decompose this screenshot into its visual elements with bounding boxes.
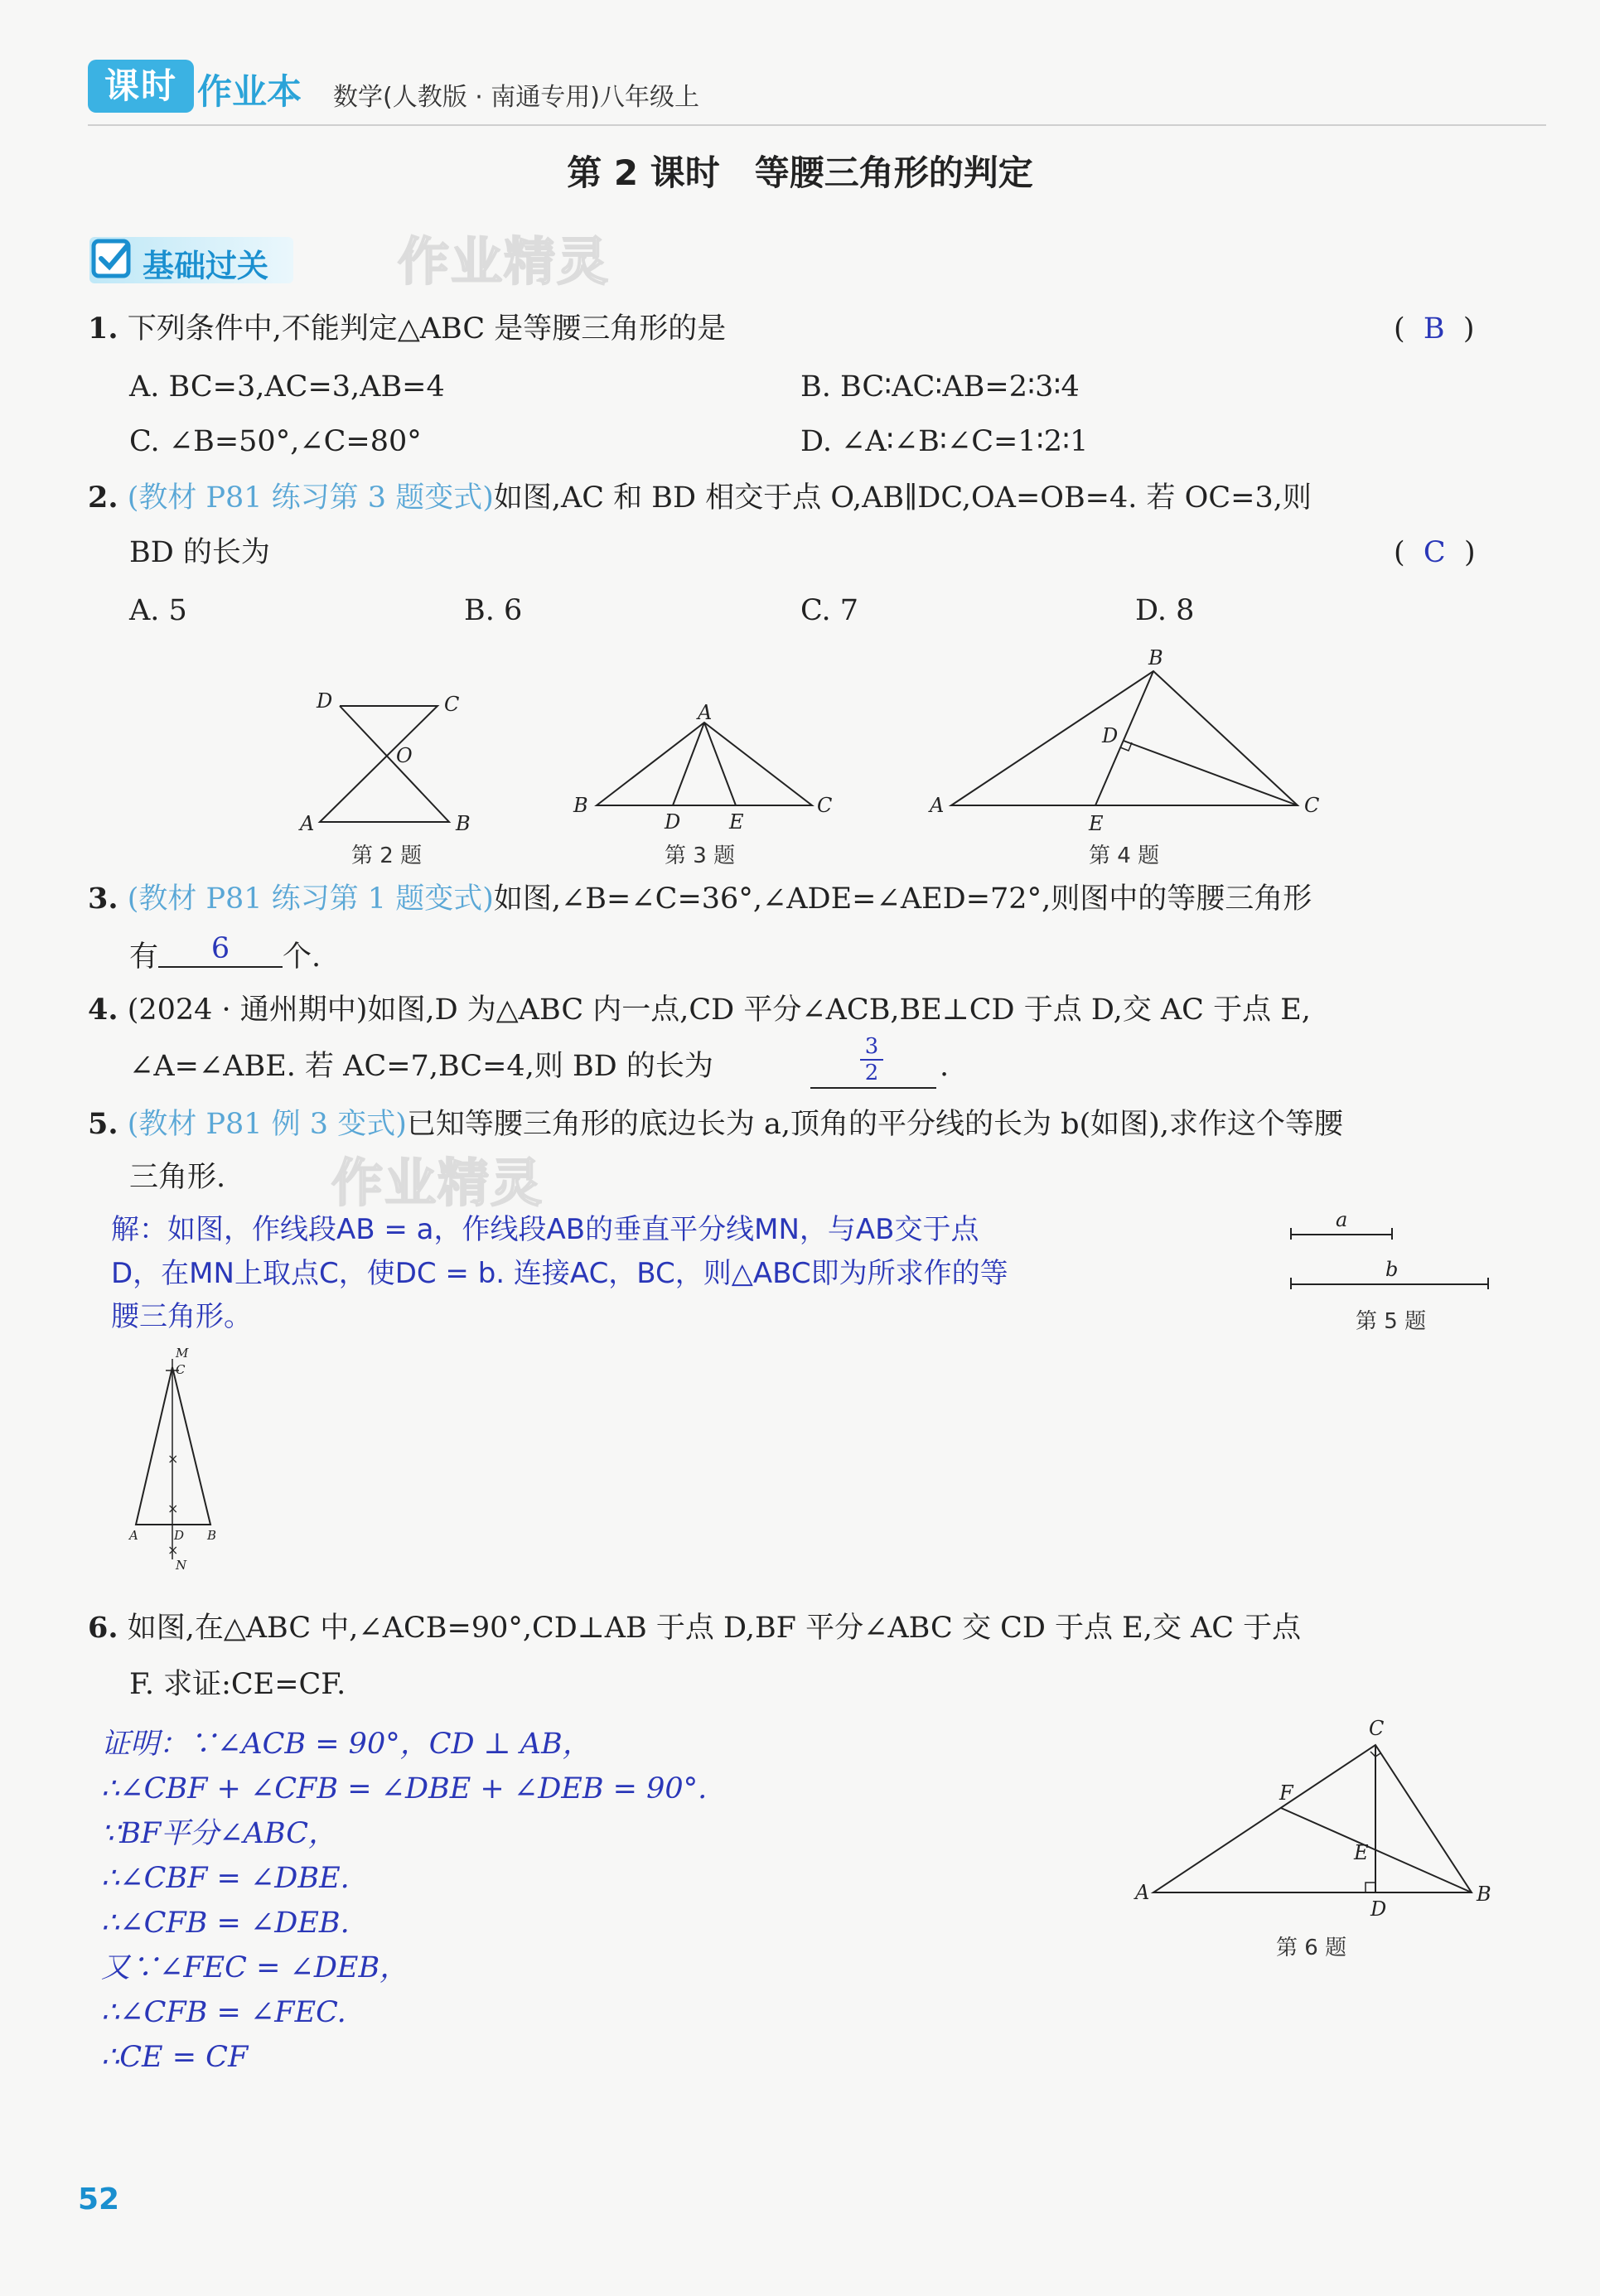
fig2-lines [320, 706, 449, 822]
fig2-label-c: C [444, 693, 460, 716]
q5-stem2: 三角形. [129, 1161, 226, 1194]
q3-stem1: 如图,∠B=∠C=36°,∠ADE=∠AED=72°,则图中的等腰三角形 [493, 882, 1312, 916]
q2-answer: C [1423, 536, 1446, 569]
q2-answer-bracket: ( C ) [1394, 536, 1476, 569]
book-subtitle: 数学(人教版 · 南通专用)八年级上 [333, 83, 700, 112]
fig6-label-f: F [1279, 1781, 1293, 1805]
fig2-label-o: O [396, 744, 413, 767]
q6-stem2: F. 求证:CE=CF. [129, 1668, 346, 1701]
q5-stem1: 已知等腰三角形的底边长为 a,顶角的平分线的长为 b(如图),求作这个等腰 [406, 1108, 1343, 1141]
q2-stem2: BD 的长为 [129, 536, 270, 569]
section-label: 基础过关 [143, 248, 269, 284]
page-title: 第 2 课时 等腰三角形的判定 [567, 152, 1033, 193]
q3-number: 3. [88, 882, 118, 916]
watermark: 作业精灵 [398, 231, 611, 292]
fig4-seg-cd [1124, 741, 1298, 805]
q4-stem1: 如图,D 为△ABC 内一点,CD 平分∠ACB,BE⊥CD 于点 D,交 AC 于点 E, [367, 993, 1311, 1027]
q1-option-d: D. ∠A∶∠B∶∠C=1∶2∶1 [800, 425, 1089, 458]
page-number: 52 [78, 2182, 120, 2216]
fig6-label-a: A [1135, 1881, 1150, 1904]
fig3-label-a: A [698, 701, 713, 724]
fig4-label-e: E [1089, 812, 1104, 835]
q2-option-d: D. 8 [1135, 594, 1195, 627]
q6-proof-line: ∵BF平分∠ABC， [101, 1817, 338, 1850]
fig3-triangle [597, 723, 812, 805]
q6-line1 [88, 1611, 1301, 1646]
q1-answer-bracket: ( B ) [1394, 312, 1475, 346]
fig6-label-b: B [1477, 1883, 1491, 1906]
q2-number: 2. [88, 481, 118, 515]
q4-source: (2024 · 通州期中) [127, 993, 368, 1027]
q3-pre: 有 [129, 940, 159, 974]
q2-source: (教材 P81 练习第 3 题变式) [127, 481, 494, 515]
q1-option-b: B. BC∶AC∶AB=2∶3∶4 [800, 370, 1080, 404]
fig2-label-d: D [317, 689, 333, 713]
svg-text:×: × [167, 1451, 179, 1467]
figure-q2 [298, 688, 481, 837]
q5-solution-line: D，在MN上取点C，使DC = b. 连接AC，BC，则△ABC即为所求作的等 [111, 1256, 1008, 1290]
figure-q5-segments [1289, 1208, 1496, 1303]
q3-line1 [88, 882, 1312, 916]
fig2-label-b: B [456, 812, 471, 835]
construct-label-d: D [174, 1528, 185, 1543]
header-divider [88, 124, 1546, 126]
q4-answer-denominator: 2 [864, 1061, 879, 1085]
q5-number: 5. [88, 1107, 118, 1141]
q1-stem: 下列条件中,不能判定△ABC 是等腰三角形的是 [127, 312, 727, 346]
q3-answer: 6 [158, 931, 283, 968]
fig3-caption: 第 3 题 [665, 843, 736, 868]
q6-proof-line: 又∵∠FEC = ∠DEB， [101, 1951, 409, 1984]
q2-option-a: A. 5 [129, 594, 187, 627]
fig4-label-a: A [930, 794, 945, 817]
q5-solution [111, 1208, 1008, 1339]
q5-line1 [88, 1107, 1343, 1142]
fig6-label-c: C [1369, 1717, 1385, 1740]
construct-label-a: A [129, 1528, 138, 1543]
fig6-label-d: D [1370, 1897, 1387, 1921]
segment-a-label: a [1336, 1208, 1348, 1231]
q2-option-b: B. 6 [464, 594, 523, 627]
fig3-label-d: D [665, 810, 681, 834]
q3-post: 个. [283, 940, 321, 974]
fig3-label-e: E [729, 810, 744, 834]
q5-solution-line: 解：如图，作线段AB = a，作线段AB的垂直平分线MN，与AB交于点 [111, 1213, 979, 1246]
brand-name: 作业本 [197, 71, 302, 112]
svg-text:×: × [167, 1501, 179, 1516]
fig6-caption: 第 6 题 [1276, 1936, 1347, 1960]
q5-source: (教材 P81 例 3 变式) [127, 1108, 407, 1141]
q1-option-a: A. BC=3,AC=3,AB=4 [129, 370, 445, 404]
q4-number: 4. [88, 993, 118, 1027]
q6-proof-line: ∴∠CFB = ∠DEB. [101, 1907, 350, 1940]
svg-text:×: × [167, 1542, 179, 1558]
q6-proof-line: 证明：∵∠ACB = 90°，CD ⊥ AB， [101, 1728, 592, 1761]
figure-q5-construction [124, 1347, 232, 1571]
q3-line2 [129, 932, 321, 976]
figure-q6 [1135, 1717, 1500, 1924]
construct-label-m: M [176, 1346, 189, 1361]
figure-q4 [925, 643, 1331, 842]
construct-label-n: N [176, 1558, 187, 1573]
construct-label-b: B [207, 1528, 217, 1543]
q2-line1 [88, 481, 1312, 515]
q1-number: 1. [88, 312, 118, 346]
fig2-label-a: A [300, 812, 315, 835]
brand-logo: 课时 [88, 60, 194, 113]
fig5-caption: 第 5 题 [1356, 1309, 1427, 1334]
q2-stem1: 如图,AC 和 BD 相交于点 O,AB∥DC,OA=OB=4. 若 OC=3,则 [493, 481, 1312, 515]
construct-label-c: C [176, 1362, 186, 1377]
q5-solution-line: 腰三角形。 [111, 1300, 252, 1334]
fig4-label-c: C [1304, 794, 1320, 817]
q6-proof-line: ∴∠CFB = ∠FEC. [101, 1996, 346, 2029]
q6-proof-line: ∴∠CBF + ∠CFB = ∠DBE + ∠DEB = 90°. [101, 1772, 708, 1805]
fig3-label-c: C [817, 794, 833, 817]
segment-b-label: b [1385, 1258, 1399, 1281]
fig4-label-d: D [1102, 724, 1119, 747]
q6-proof-line: ∴∠CBF = ∠DBE. [101, 1862, 350, 1895]
q1-line [88, 312, 726, 346]
q2-option-c: C. 7 [800, 594, 859, 627]
q1-option-c: C. ∠B=50°,∠C=80° [129, 425, 422, 458]
fig6-triangle [1153, 1745, 1472, 1892]
figure-q3 [572, 701, 845, 837]
fig6-label-e: E [1354, 1841, 1369, 1864]
q1-answer: B [1423, 312, 1445, 346]
q4-post: . [940, 1050, 950, 1083]
q6-proof-line: ∴CE = CF [101, 2041, 249, 2074]
q3-source: (教材 P81 练习第 1 题变式) [127, 882, 494, 916]
fig6-right-angle-d [1366, 1883, 1375, 1892]
q6-stem1: 如图,在△ABC 中,∠ACB=90°,CD⊥AB 于点 D,BF 平分∠ABC 交 CD 于点 E,交 AC 于点 [127, 1612, 1302, 1645]
q6-number: 6. [88, 1611, 118, 1645]
watermark-2: 作业精灵 [331, 1153, 544, 1213]
fig4-label-b: B [1148, 646, 1163, 669]
q4-answer-numerator: 3 [864, 1034, 879, 1059]
q4-line1 [88, 993, 1311, 1027]
fig4-caption: 第 4 题 [1089, 843, 1160, 868]
q6-proof [101, 1722, 707, 2080]
q4-stem2: ∠A=∠ABE. 若 AC=7,BC=4,则 BD 的长为 [129, 1050, 713, 1083]
checkbox-icon [91, 239, 133, 280]
q4-answer-blank [810, 1036, 936, 1089]
fig2-caption: 第 2 题 [351, 843, 423, 868]
fig3-label-b: B [573, 794, 588, 817]
